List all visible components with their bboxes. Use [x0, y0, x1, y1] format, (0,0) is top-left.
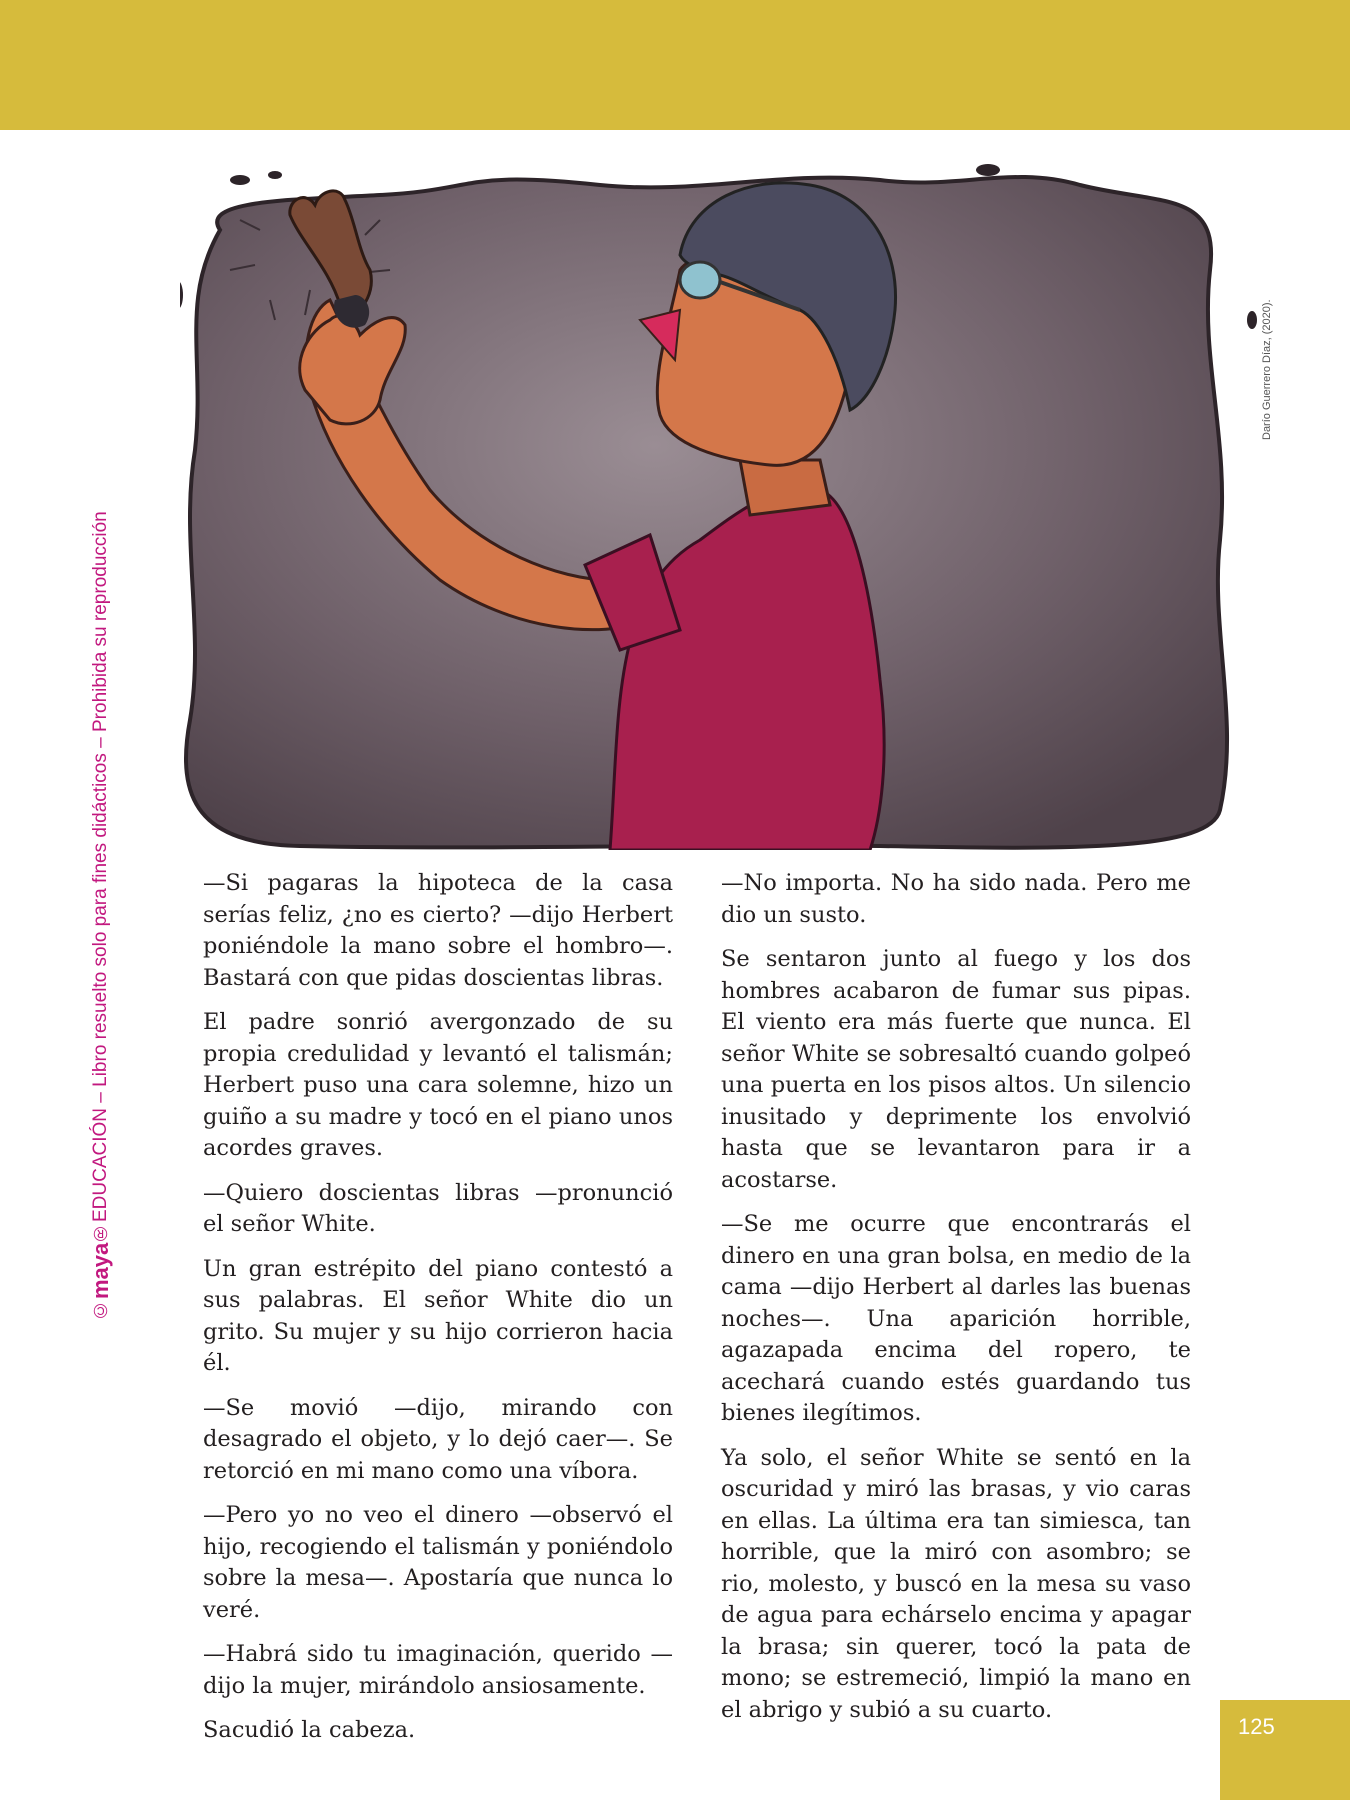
man-holding-monkey-paw-illustration [180, 160, 1260, 850]
paragraph: —No importa. No ha sido nada. Pero me dio un susto. [721, 870, 1191, 928]
paragraph: —Se me ocurre que encontrarás el dinero en una gran bolsa, en medio de la cama —dijo Herbert al darles las buenas noches—. Una aparición horrible, agazapada encima del ropero, te acechará cuando estés guardando tus bienes ilegítimos. [721, 1211, 1191, 1426]
page-number-box [1220, 1700, 1350, 1800]
page-number: 125 [1238, 1714, 1275, 1739]
left-column [203, 868, 673, 1760]
copyright-notice [86, 480, 116, 1320]
paragraph: —Si pagaras la hipoteca de la casa serías feliz, ¿no es cierto? —dijo Herbert poniéndole la mano sobre el hombro—. Bastará con que pidas doscientas libras. [203, 870, 673, 991]
registered-symbol: ® [90, 1221, 111, 1243]
illustration-credit: Darío Guerrero Díaz, (2020). [1261, 299, 1273, 440]
paragraph: El padre sonrió avergonzado de su propia credulidad y levantó el talismán; Herbert puso una cara solemne, hizo un guiño a su madre y tocó en el piano unos acordes graves. [203, 1009, 673, 1161]
brand-logo: maya [88, 1242, 113, 1299]
paragraph: Un gran estrépito del piano contestó a sus palabras. El señor White dio un grito. Su mujer y su hijo corrieron hacia él. [203, 1255, 673, 1376]
paragraph: —Se movió —dijo, mirando con desagrado el objeto, y lo dejó caer—. Se retorció en mi mano como una víbora. [203, 1394, 673, 1484]
right-column [721, 868, 1191, 1739]
top-color-band [0, 0, 1350, 130]
copyright-text: EDUCACIÓN – Libro resuelto solo para fines didácticos – Prohibida su reproducción [90, 510, 111, 1222]
paragraph: Ya solo, el señor White se sentó en la oscuridad y miró las brasas, y vio caras en ellas. La última era tan simiesca, tan horrible, que la miró con asombro; se rio, molesto, y buscó en la mesa su vaso de agua para echárselo encima y apagar la brasa; sin querer, tocó la pata de mono; se estremeció, limpió la mano en el abrigo y subió a su cuarto. [721, 1444, 1191, 1723]
paragraph: —Habrá sido tu imaginación, querido —dijo la mujer, mirándolo ansiosamente. [203, 1641, 673, 1699]
copyright-symbol: © [90, 1299, 111, 1320]
paragraph: Sacudió la cabeza. [203, 1717, 416, 1743]
paragraph: —Quiero doscientas libras —pronunció el señor White. [203, 1179, 673, 1237]
paragraph: —Pero yo no veo el dinero —observó el hijo, recogiendo el talismán y poniéndolo sobre la mesa—. Apostaría que nunca lo veré. [203, 1502, 673, 1623]
paragraph: Se sentaron junto al fuego y los dos hombres acabaron de fumar sus pipas. El viento era más fuerte que nunca. El señor White se sobresaltó cuando golpeó una puerta en los pisos altos. Un silencio inusitado y deprimente los envolvió hasta que se levantaron para ir a acostarse. [721, 946, 1191, 1193]
